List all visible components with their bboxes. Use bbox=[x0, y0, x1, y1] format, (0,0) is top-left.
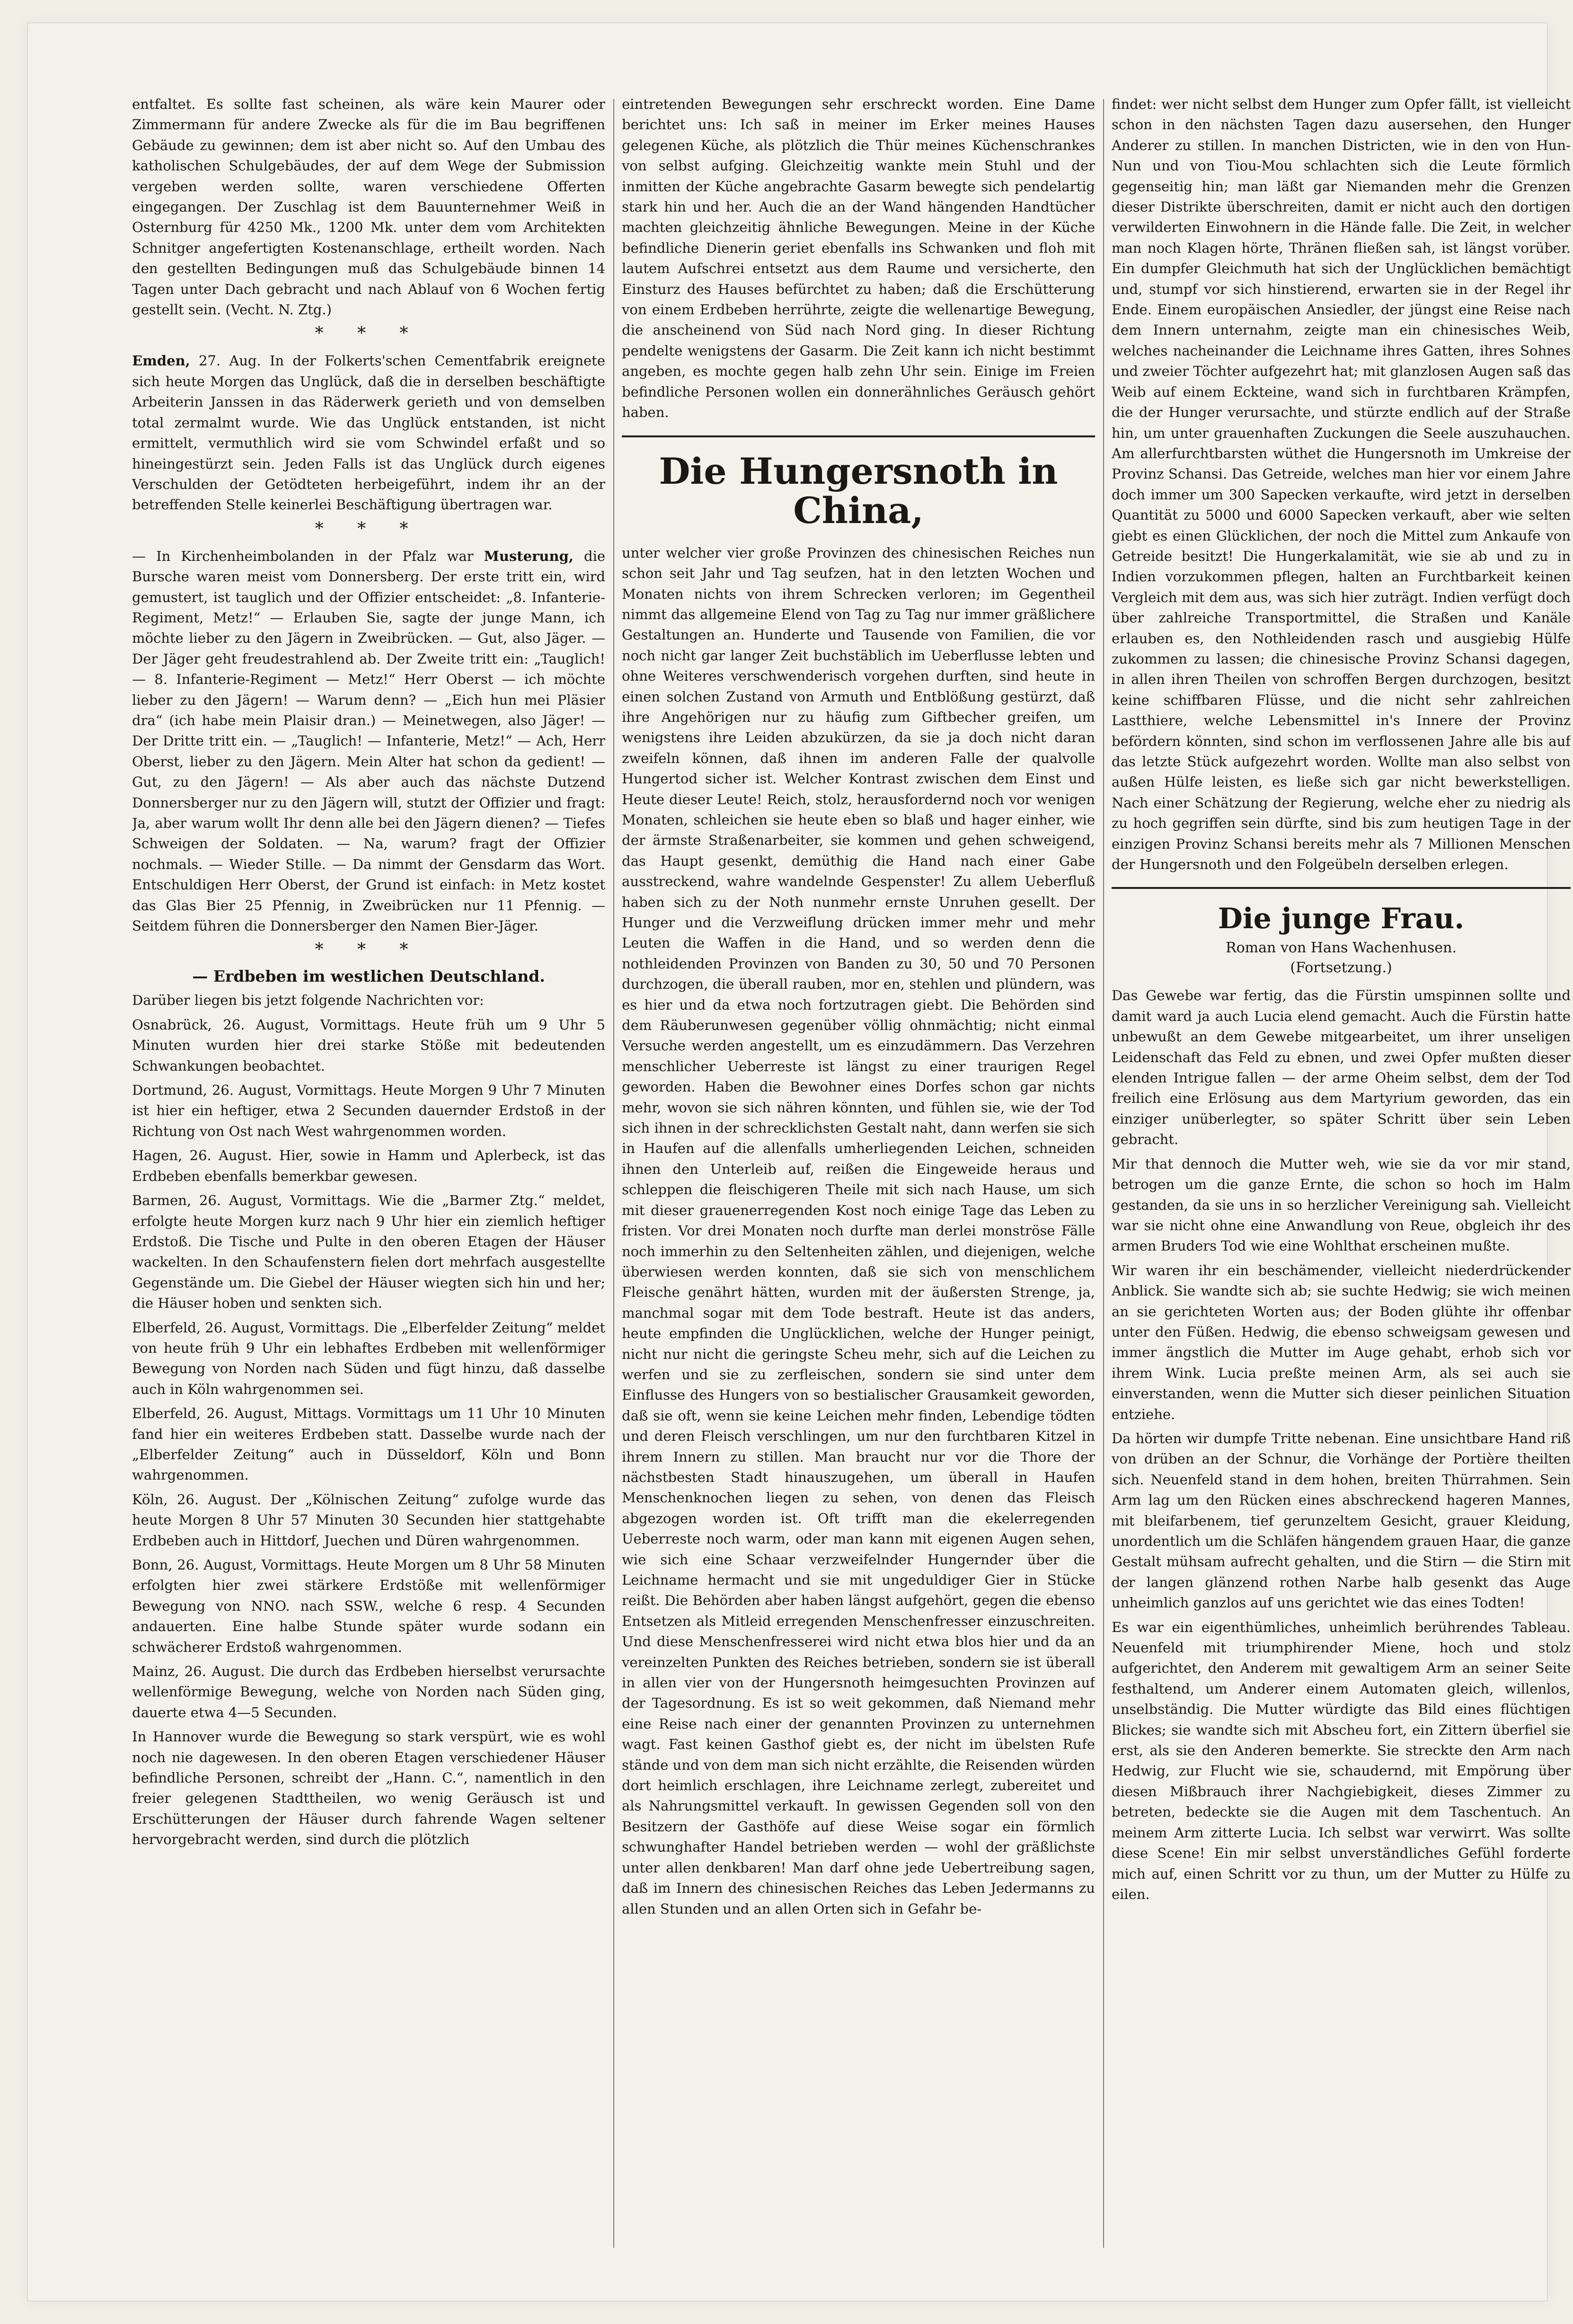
novel-paragraph-2: Mir that dennoch die Mutter weh, wie sie da vor mir stand, betrogen um die ganze Ernte, die schon so hoch im Halm gestanden, da sie uns in so herzlicher Vereinigung sah. Vielleicht war sie nicht ohne eine Anwandlung von Reue, obgleich ihr des armen Bruders Tod wie eine Wohlthat erscheinen mußte. bbox=[1112, 1155, 1571, 1254]
erdbeben-osnabrueck: Osnabrück, 26. August, Vormittags. Heute früh um 9 Uhr 5 Minuten wurden hier drei starke Stöße mit bedeutenden Schwankungen beobachtet. bbox=[132, 1016, 605, 1074]
separator-stars: * * * bbox=[315, 519, 423, 539]
article-musterung-lead: Musterung, bbox=[484, 548, 574, 564]
erdbeben-barmen: Barmen, 26. August, Vormittags. Wie die „Barmer Ztg.“ meldet, erfolgte heute Morgen kurz nach 9 Uhr hier ein ziemlich heftiger Erdstoß. Die Tische und Pulte in den oberen Etagen der Häuser wackelten. In den Schaufenstern fielen dort mehrfach ausgestellte Gegenstände um. Die Giebel der Häuser wiegten sich hin und her; die Häuser hoben und senkten sich. bbox=[132, 1192, 605, 1312]
novel-continuation-note: (Fortsetzung.) bbox=[1290, 959, 1392, 976]
article-emden-text: 27. Aug. In der Folkerts'schen Cementfabrik ereignete sich heute Morgen das Unglück, daß die in derselben beschäftigte Arbeiterin Janssen in das Räderwerk gerieth und von demselben total zermalmt wurde. Wie das Unglück entstanden, ist nicht ermittelt, vermuthlich wird sie vom Schwindel erfaßt und so hineingestürzt sein. Jeden Falls ist das Unglück durch eigenes Verschulden der Getödteten herbeigeführt, indem ihr an der betreffenden Stelle keinerlei Beschäftigung übertragen war. bbox=[132, 353, 605, 513]
novel-paragraph-4: Da hörten wir dumpfe Tritte nebenan. Eine unsichtbare Hand riß von drüben an der Schnur, die Vorhänge der Portière theilten sich. Neuenfeld stand in dem hohen, breiten Thürrahmen. Sein Arm lag um den Rücken eines abschreckend hageren Mannes, mit bleifarbenem, tief gerunzeltem Gesicht, grauer Kleidung, unordentlich um die Schläfen hängendem grauen Haar, die ganze Gestalt mühsam aufrecht gehalten, und die Stirn — die Stirn mit der langen glänzend rothen Narbe halb gesenkt das Auge unheimlich ganzlos auf uns gerichtet wie das eines Todten! bbox=[1112, 1430, 1571, 1611]
article-musterung bbox=[132, 546, 605, 937]
novel-paragraph-3: Wir waren ihr ein beschämender, vielleicht niederdrückender Anblick. Sie wandte sich ab; sie suchte Hedwig; sie wich meinen an sie gerichteten Worten aus; der Boden glühte ihr offenbar unter den Füßen. Hedwig, die ebenso schweigsam gewesen und immer ängstlich die Mutter im Auge gehabt, erhob sich vor ihrem Wink. Lucia preßte meinen Arm, als sei auch sie einverstanden, wenn die Mutter sich dieser peinlichen Situation entziehe. bbox=[1112, 1262, 1571, 1422]
article-musterung-intro: — In Kirchenheimbolanden in der Pfalz war bbox=[132, 548, 474, 564]
erdbeben-intro: Darüber liegen bis jetzt folgende Nachrichten vor: bbox=[132, 992, 484, 1009]
newspaper-page bbox=[27, 23, 1571, 2301]
erdbeben-hagen: Hagen, 26. August. Hier, sowie in Hamm und Aplerbeck, ist das Erdbeben ebenfalls bemerkbar gewesen. bbox=[132, 1147, 605, 1184]
separator-stars: * * * bbox=[315, 940, 423, 960]
hungersnoth-continuation: findet: wer nicht selbst dem Hunger zum Opfer fällt, ist vielleicht schon in den nächsten Tagen dazu ausersehen, den Hunger Anderer zu stillen. In manchen Districten, wie in den von Hun-Nun und von Tiou-Mou schlachten sich die Leute förmlich gegenseitig hin; man läßt gar Niemanden mehr die Grenzen dieser Distrikte überschreiten, damit er nicht auch den dortigen verwilderten Einwohnern in die Hände falle. Die Zeit, in welcher man noch Klagen hörte, Thränen fließen sah, ist längst vorüber. Ein dumpfer Gleichmuth hat sich der Unglücklichen bemächtigt und, stumpf vor sich hinstierend, erwarten sie in der Regel ihr Ende. Einem europäischen Ansiedler, der jüngst eine Reise nach dem Innern unternahm, zeigte man ein chinesisches Weib, welches nacheinander die Leichname ihres Gatten, ihres Sohnes und zweier Töchter aufgezehrt hat; mit glanzlosen Augen saß das Weib auf einem Eckteine, wand sich in furchtbaren Krämpfen, die der Hunger verursachte, und stürzte endlich auf der Straße hin, um unter grauenhaften Zuckungen die Seele auszuhauchen. Am allerfurchtbarsten wüthet die Hungersnoth im Umkreise der Provinz Schansi. Das Getreide, welches man hier vor einem Jahre doch immer um 300 Sapecken verkaufte, wird jetzt in derselben Quantität zu 5000 und 6000 Sapecken verkauft, aber wie selten giebt es einen Glücklichen, der noch die Mittel zum Ankaufe von Getreide besitzt! Die Hungerkalamität, wie sie ab und zu in Indien vorzukommen pflegen, halten an Furchtbarkeit keinen Vergleich mit dem aus, was sich hier zuträgt. Indien verfügt doch über zahlreiche Transportmittel, die Straßen und Kanäle erlauben es, den Nothleidenden rasch und ausgiebig Hülfe zukommen zu lassen; die chinesische Provinz Schansi dagegen, in allen ihren Theilen von schroffen Bergen durchzogen, besitzt keine schiffbaren Flüsse, und die nicht sehr zahlreichen Lastthiere, welche Lebensmittel in's Innere der Provinz befördern könnten, sind schon im verflossenen Jahre alle bis auf das letzte Stück aufgezehrt worden. Wollte man also selbst von außen Hülfe leisten, es ließe sich gar nicht bewerkstelligen. Nach einer Schätzung der Regierung, welche eher zu niedrig als zu hoch gegriffen sein dürfte, sind bis zum heutigen Tage in der einzigen Provinz Schansi bereits mehr als 7 Millionen Menschen der Hungersnoth und den Folgeübeln derselben erlegen. bbox=[1112, 96, 1571, 873]
column-1 bbox=[132, 94, 605, 2249]
erdbeben-dortmund: Dortmund, 26. August, Vormittags. Heute Morgen 9 Uhr 7 Minuten ist hier ein heftiger, etwa 2 Secunden dauernder Erdstoß in der Richtung von Ost nach West wahrgenommen worden. bbox=[132, 1082, 605, 1139]
erdbeben-elberfeld-2: Elberfeld, 26. August, Mittags. Vormittags um 11 Uhr 10 Minuten fand hier ein weiteres Erdbeben statt. Dasselbe wurde nach der „Elberfelder Zeitung“ auch in Düsseldorf, Köln und Bonn wahrgenommen. bbox=[132, 1405, 605, 1483]
article-musterung-text: die Bursche waren meist vom Donnersberg. Der erste tritt ein, wird gemustert, ist tauglich und der Offizier entscheidet: „8. Infanterie-Regiment, Metz!“ — Erlauben Sie, sagte der junge Mann, ich möchte lieber zu den Jägern in Zweibrücken. — Gut, also Jäger. — Der Jäger geht freudestrahlend ab. Der Zweite tritt ein: „Tauglich! — 8. Infanterie-Regiment — Metz!“ Herr Oberst — ich möchte lieber zu den Jägern! — Warum denn? — „Eich hun mei Pläsier dra“ (ich habe mein Plaisir dran.) — Meinetwegen, also Jäger! — Der Dritte tritt ein. — „Tauglich! — Infanterie, Metz!“ — Ach, Herr Oberst, lieber zu den Jägern. Mein Alter hat schon da gedient! — Gut, zu den Jägern! — Als aber auch das nächste Dutzend Donnersberger nur zu den Jägern will, stutzt der Offizier und fragt: Ja, aber warum wollt Ihr denn alle bei den Jägern dienen? — Tiefes Schweigen der Soldaten. — Na, warum? fragt der Offizier nochmals. — Wieder Stille. — Da nimmt der Gensdarm das Wort. Entschuldigen Herr Oberst, der Grund ist einfach: in Metz kostet das Glas Bier 25 Pfennig, in Zweibrücken nur 11 Pfennig. — Seitdem führen die Donnersberger den Namen Bier-Jäger. bbox=[132, 548, 605, 934]
article-emden-lead: Emden, bbox=[132, 353, 190, 369]
hannover-continuation: eintretenden Bewegungen sehr erschreckt worden. Eine Dame berichtet uns: Ich saß in meiner im Erker meines Hauses gelegenen Küche, als plötzlich die Thür meines Küchenschrankes von selbst aufging. Gleichzeitig wankte mein Stuhl und der inmitten der Küche angebrachte Gasarm bewegte sich pendelartig stark hin und her. Auch die an der Wand hängenden Handtücher machten gleichzeitig ähnliche Bewegungen. Meine in der Küche befindliche Dienerin geriet ebenfalls ins Schwanken und floh mit lautem Aufschrei entsetzt aus dem Raume und versicherte, den Einsturz des Hauses befürchtet zu haben; daß die Erschütterung von einem Erdbeben herrührte, zeigte die wellenartige Bewegung, die anscheinend von Süd nach Nord ging. In dieser Richtung pendelte wenigstens der Gasarm. Die Zeit kann ich nicht bestimmt angeben, es mochte gegen halb zehn Uhr sein. Einige im Freien befindliche Personen wollen ein donnerähnliches Geräusch gehört haben. bbox=[622, 96, 1095, 421]
section-title-erdbeben: — Erdbeben im westlichen Deutschland. bbox=[192, 967, 545, 986]
column-divider bbox=[613, 99, 614, 2248]
separator-stars: * * * bbox=[315, 324, 423, 344]
novel-byline: Roman von Hans Wachenhusen. bbox=[1226, 940, 1457, 957]
article-weiss-paragraph: entfaltet. Es sollte fast scheinen, als wäre kein Maurer oder Zimmermann für andere Zwecke als für die im Bau begriffenen Gebäude zu gewinnen; dem ist aber nicht so. Auf den Umbau des katholischen Schulgebäudes, der auf dem Wege der Submission vergeben werden sollte, waren verschiedene Offerten eingegangen. Der Zuschlag ist dem Bauunternehmer Weiß in Osternburg für 4250 Mk., 1200 Mk. unter dem vom Architekten Schnitger angefertigten Kostenanschlage, ertheilt worden. Nach den gestellten Bedingungen muß das Schulgebäude binnen 14 Tagen unter Dach gebracht und nach Ablauf von 6 Wochen fertig gestellt sein. (Vecht. N. Ztg.) bbox=[132, 96, 605, 318]
article-emden bbox=[132, 351, 605, 515]
column-3 bbox=[1112, 94, 1571, 2249]
novel-paragraph-1: Das Gewebe war fertig, das die Fürstin umspinnen sollte und damit ward ja auch Lucia elend gemacht. Auch die Fürstin hatte unbewußt an dem Gewebe mitgearbeitet, um ihrer unseligen Leidenschaft das Feld zu ebnen, und zwei Opfer mußten dieser elenden Intrigue fallen — der arme Oheim selbst, dem der Tod freilich eine Erlösung aus dem Martyrium geworden, das ein einziger unüberlegter, so später Schritt über sein Leben gebracht. bbox=[1112, 987, 1571, 1148]
headline-hungersnoth: Die Hungersnoth in China, bbox=[659, 450, 1058, 532]
erdbeben-mainz: Mainz, 26. August. Die durch das Erdbeben hierselbst verursachte wellenförmige Bewegung, welche von Norden nach Süden ging, dauerte etwa 4—5 Secunden. bbox=[132, 1663, 605, 1721]
headline-junge-frau: Die junge Frau. bbox=[1218, 902, 1465, 936]
erdbeben-hannover: In Hannover wurde die Bewegung so stark verspürt, wie es wohl noch nie dagewesen. In den oberen Etagen verschiedener Häuser befindliche Personen, schreibt der „Hann. C.“, namentlich in den freier gelegenen Stadttheilen, wo wenig Geräusch ist und Erschütterungen der Häuser durch fahrende Wagen seltener hervorgebracht werden, sind durch die plötzlich bbox=[132, 1729, 605, 1848]
erdbeben-bonn: Bonn, 26. August, Vormittags. Heute Morgen um 8 Uhr 58 Minuten erfolgten hier zwei stärkere Erdstöße mit wellenförmiger Bewegung von NNO. nach SSW., welche 6 resp. 4 Secunden andauerten. Eine halbe Stunde später wurde sodann ein schwächerer Erdstoß wahrgenommen. bbox=[132, 1557, 605, 1655]
column-2 bbox=[622, 94, 1095, 2249]
erdbeben-koeln: Köln, 26. August. Der „Kölnischen Zeitung“ zufolge wurde das heute Morgen 8 Uhr 57 Minuten 30 Secunden hier stattgehabte Erdbeben auch in Hittdorf, Juechen und Düren wahrgenommen. bbox=[132, 1491, 605, 1549]
section-rule bbox=[622, 435, 1095, 437]
column-divider bbox=[1103, 99, 1104, 2248]
novel-paragraph-5: Es war ein eigenthümliches, unheimlich berührendes Tableau. Neuenfeld mit triumphirender Miene, hoch und stolz aufgerichtet, den Anderem mit gewaltigem Arm an seiner Seite festhaltend, um Anderer einem Automaten gleich, willenlos, unselbständig. Die Mutter würdigte das Bild eines flüchtigen Blickes; sie wandte sich mit Abscheu fort, ein Zittern überfiel sie erst, als sie den Anderen bemerkte. Sie streckte den Arm nach Hedwig, zur Flucht wie sie, schaudernd, mit Empörung über diesen Mißbrauch ihrer Nachgiebigkeit, dieses Zimmer zu betreten, bedeckte sie die Augen mit dem Taschentuch. An meinem Arm zitterte Lucia. Ich selbst war verwirrt. Was sollte diese Scene! Ein mir selbst unverständliches Gefühl forderte mich auf, einen Schritt vor zu thun, um der Mutter zu Hülfe zu eilen. bbox=[1112, 1619, 1571, 1902]
hungersnoth-text: unter welcher vier große Provinzen des chinesischen Reiches nun schon seit Jahr und Tag seufzen, hat in den letzten Wochen und Monaten nichts von ihrem Schrecken verloren; im Gegentheil nimmt das allgemeine Elend von Tag zu Tag nur immer gräßlichere Gestaltungen an. Hunderte und Tausende von Familien, die vor noch nicht gar langer Zeit buchstäblich im Ueberflusse lebten und ohne Weiteres verschwenderisch vorgehen durften, sind heute in einen solchen Zustand von Armuth und Entblößung gestürzt, daß ihre Angehörigen nur zu häufig zum Giftbecher greifen, um wenigstens ihre Leiden abzukürzen, da sie ja doch nicht daran zweifeln können, daß ihnen im anderen Falle der qualvolle Hungertod sicher ist. Welcher Kontrast zwischen dem Einst und Heute dieser Leute! Reich, stolz, herausfordernd noch vor wenigen Monaten, schleichen sie heute eben so blaß und hager einher, wie der ärmste Straßenarbeiter, sie kommen und gehen schweigend, das Haupt gesenkt, demüthig die Hand nach einer Gabe ausstreckend, wahre wandelnde Gespenster! Zu allem Ueberfluß haben sich zu der Noth nunmehr ernste Unruhen gesellt. Der Hunger und die Verzweiflung drücken immer mehr und mehr Leuten die Waffen in die Hand, und so werden denn die nothleidenden Provinzen von Banden zu 30, 50 und 70 Personen durchzogen, die überall rauben, mor en, stehlen und plündern, was es hier und da etwa noch fortzutragen giebt. Die Behörden sind dem Räuberunwesen gegenüber völlig ohnmächtig; nicht einmal Versuche werden angestellt, um es einzudämmern. Das Verzehren menschlicher Ueberreste ist längst zu einer traurigen Regel geworden. Haben die Bewohner eines Dorfes schon gar nichts mehr, wovon sie sich nähren könnten, und fühlen sie, wie der Tod sich ihnen in der schrecklichsten Gestalt naht, dann werfen sie sich in Haufen auf die allenfalls umherliegenden Leichen, schneiden ihnen den Unterleib auf, reißen die Eingeweide heraus und schleppen die fleischigeren Theile mit sich nach Hause, um sich mit dieser grauenerregenden Kost noch einige Tage das Leben zu fristen. Vor drei Monaten noch durfte man derlei monströse Fälle noch immerhin zu den Seltenheiten zählen, und diejenigen, welche überwiesen werden konnten, daß sie sich von menschlichem Fleische genährt hätten, wurden mit der äußersten Strenge, ja, manchmal sogar mit dem Tode bestraft. Heute ist das anders, heute empfinden die Unglücklichen, welche der Hunger peinigt, nicht nur nicht die geringste Scheu mehr, sich auf die Leichen zu werfen und sie zu zerfleischen, sondern sie sind unter dem Einflusse des Hungers von so bestialischer Grausamkeit geworden, daß sie oft, wenn sie keine Leichen mehr finden, Lebendige tödten und deren Fleisch verschlingen, um nur den furchtbaren Kitzel in ihrem Innern zu stillen. Man braucht nur vor die Thore der nächstbesten Stadt hinauszugehen, um überall in Haufen Menschenknochen liegen zu sehen, von denen das Fleisch abgezogen worden ist. Oft trifft man die ekelerregenden Ueberreste noch warm, oder man kann mit eigenen Augen sehen, wie sich eine Schaar verzweifelnder Hungernder über die Leichname hermacht und sie mit ungeduldiger Gier in Stücke reißt. Die Behörden aber haben längst aufgehört, gegen die ebenso Entsetzen als Mitleid erregenden Menschenfresser einzuschreiten. Und diese Menschenfresserei wird nicht etwa blos hier und da an vereinzelten Punkten des Reiches betrieben, sondern sie ist überall in allen vier von der Hungersnoth heimgesuchten Provinzen auf der Tagesordnung. Es ist so weit gekommen, daß Niemand mehr eine Reise nach einer der genannten Provinzen zu unternehmen wagt. Fast keinen Gasthof giebt es, der nicht im übelsten Rufe stände und von dem man sich nicht erzählte, die Reisenden würden dort heimlich erschlagen, ihre Leichname zerlegt, zubereitet und als Nahrungsmittel verkauft. In gewissen Gegenden soll von den Besitzern der Gasthöfe auf diese Weise sogar ein förmlich schwunghafter Handel betrieben werden — wohl der gräßlichste unter allen denkbaren! Man darf ohne jede Uebertreibung sagen, daß im Innern des chinesischen Reiches das Leben Jedermanns zu allen Stunden und an allen Orten sich in Gefahr be- bbox=[622, 544, 1095, 1917]
erdbeben-elberfeld-1: Elberfeld, 26. August, Vormittags. Die „Elberfelder Zeitung“ meldet von heute früh 9 Uhr ein lebhaftes Erdbeben mit wellenförmiger Bewegung von Norden nach Süden und fügt hinzu, daß dasselbe auch in Köln wahrgenommen sei. bbox=[132, 1319, 605, 1397]
section-rule bbox=[1112, 887, 1571, 889]
